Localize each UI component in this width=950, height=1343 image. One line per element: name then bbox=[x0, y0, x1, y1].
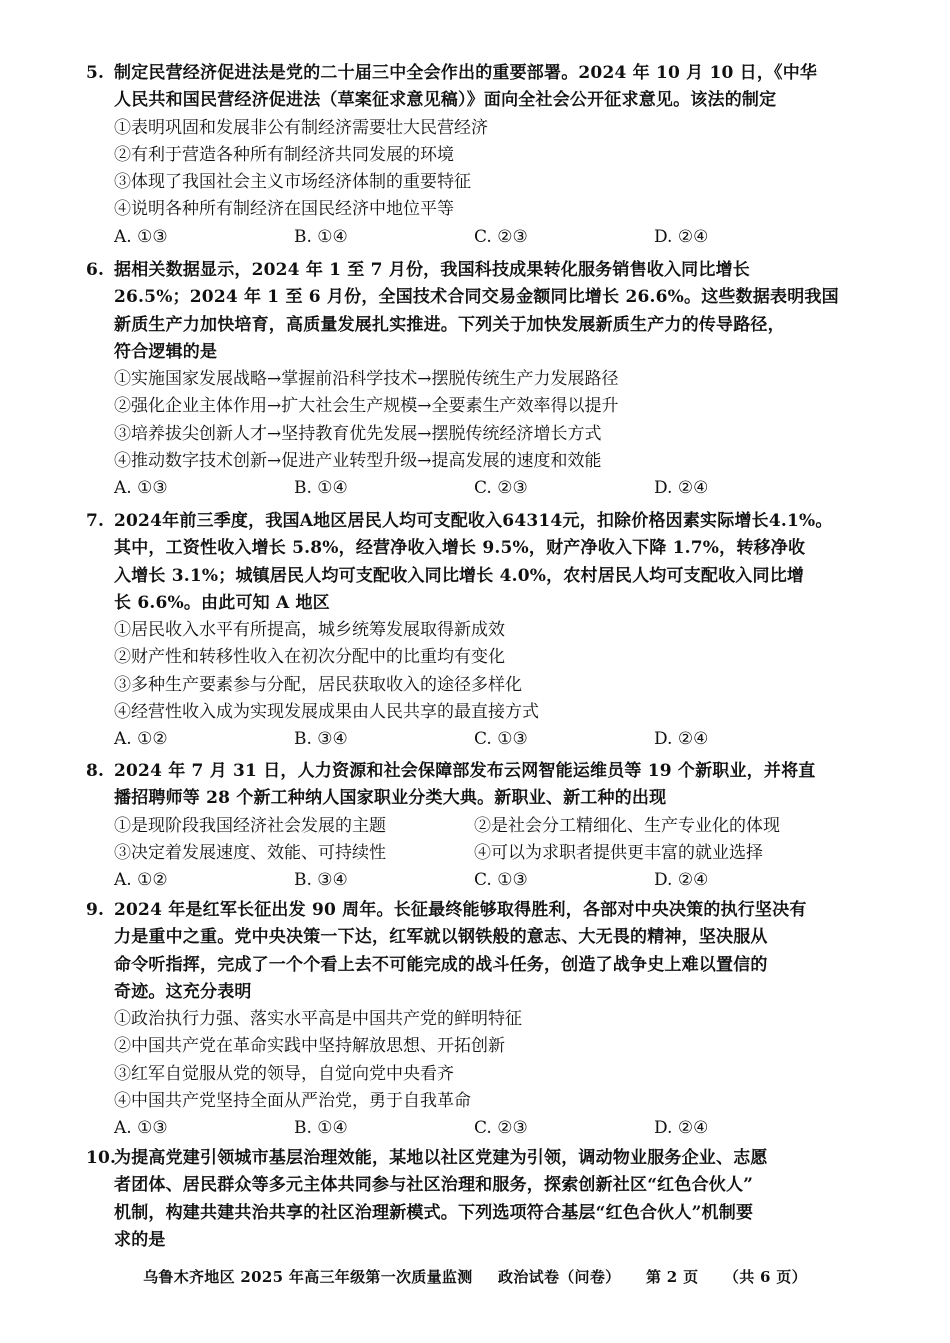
statement-1: ①是现阶段我国经济社会发展的主题 bbox=[114, 815, 386, 836]
statement-4: ④说明各种所有制经济在国民经济中地位平等 bbox=[114, 199, 454, 220]
question-stem-line: 机制，构建共建共治共享的社区治理新模式。下列选项符合基层“红色合伙人”机制要 bbox=[114, 1202, 754, 1223]
question-number: 7. bbox=[86, 511, 105, 531]
question-stem-line: 符合逻辑的是 bbox=[114, 341, 218, 362]
question-stem-line: 8. 2024 年 7 月 31 日，人力资源和社会保障部发布云网智能运维员等 19 个新职业，并将直 bbox=[86, 758, 876, 785]
question-stem-line: 奇迹。这充分表明 bbox=[114, 981, 252, 1002]
answer-options bbox=[86, 475, 876, 502]
answer-options bbox=[86, 1115, 876, 1142]
answer-options bbox=[86, 726, 876, 753]
statement-3: ③决定着发展速度、效能、可持续性 bbox=[114, 842, 386, 863]
question-stem-line: 10. 为提高党建引领城市基层治理效能，某地以社区党建为引领，调动物业服务企业、志愿 bbox=[86, 1145, 876, 1172]
option-c: C. ②③ bbox=[474, 226, 528, 247]
statement-3: ③红军自觉服从党的领导，自觉向党中央看齐 bbox=[114, 1063, 454, 1084]
question-stem-line: 人民共和国民营经济促进法（草案征求意见稿）》面向全社会公开征求意见。该法的制定 bbox=[114, 90, 777, 111]
question-5 bbox=[86, 60, 876, 251]
question-7 bbox=[86, 508, 876, 754]
statement-1: ①实施国家发展战略→掌握前沿科学技术→摆脱传统生产力发展路径 bbox=[114, 369, 619, 390]
statement-2: ②强化企业主体作用→扩大社会生产规模→全要素生产效率得以提升 bbox=[114, 396, 619, 417]
question-stem-line: 新质生产力加快培育，高质量发展扎实推进。下列关于加快发展新质生产力的传导路径， bbox=[114, 314, 785, 335]
statement-4: ④可以为求职者提供更丰富的就业选择 bbox=[474, 842, 763, 863]
question-stem-line: 7. 2024年前三季度，我国A地区居民人均可支配收入64314元，扣除价格因素实际增长4.1%。 bbox=[86, 508, 876, 535]
question-number: 9. bbox=[86, 900, 105, 920]
statement-4: ④推动数字技术创新→促进产业转型升级→提高发展的速度和效能 bbox=[114, 451, 602, 472]
question-stem-line: 入增长 3.1%；城镇居民人均可支配收入同比增长 4.0%，农村居民人均可支配收入同比增 bbox=[114, 565, 805, 586]
statement-4: ④经营性收入成为实现发展成果由人民共享的最直接方式 bbox=[114, 702, 539, 723]
option-b: B. ①④ bbox=[294, 478, 348, 499]
option-d: D. ②④ bbox=[654, 478, 709, 499]
question-stem-line: 力是重中之重。党中央决策一下达，红军就以钢铁般的意志、大无畏的精神，坚决服从 bbox=[114, 927, 768, 948]
option-c: C. ②③ bbox=[474, 478, 528, 499]
option-c: C. ①③ bbox=[474, 729, 528, 750]
question-stem-line: 播招聘师等 28 个新工种纳人国家职业分类大典。新职业、新工种的出现 bbox=[114, 788, 667, 809]
subject-label: 政治试卷（问卷） bbox=[498, 1268, 621, 1286]
statement-2: ②财产性和转移性收入在初次分配中的比重均有变化 bbox=[114, 647, 505, 668]
statement-1: ①表明巩固和发展非公有制经济需要壮大民营经济 bbox=[114, 117, 488, 138]
question-9 bbox=[86, 897, 876, 1143]
question-6 bbox=[86, 257, 876, 503]
option-a: A. ①② bbox=[114, 729, 168, 750]
option-c: C. ②③ bbox=[474, 1118, 528, 1139]
option-a: A. ①② bbox=[114, 870, 168, 891]
option-b: B. ①④ bbox=[294, 1118, 348, 1139]
option-d: D. ②④ bbox=[654, 729, 709, 750]
statement-3: ③多种生产要素参与分配，居民获取收入的途径多样化 bbox=[114, 674, 522, 695]
answer-options bbox=[86, 224, 876, 251]
option-b: B. ①④ bbox=[294, 226, 348, 247]
question-number: 8. bbox=[86, 761, 105, 781]
question-8 bbox=[86, 758, 876, 894]
option-d: D. ②④ bbox=[654, 226, 709, 247]
option-b: B. ③④ bbox=[294, 870, 348, 891]
question-stem-line: 命令听指挥，完成了一个个看上去不可能完成的战斗任务，创造了战争史上难以置信的 bbox=[114, 954, 768, 975]
question-number: 10. bbox=[86, 1148, 117, 1168]
statement-4: ④中国共产党坚持全面从严治党，勇于自我革命 bbox=[114, 1091, 471, 1112]
question-stem-line: 求的是 bbox=[114, 1229, 166, 1250]
option-b: B. ③④ bbox=[294, 729, 348, 750]
statement-3: ③体现了我国社会主义市场经济体制的重要特征 bbox=[114, 172, 471, 193]
question-10 bbox=[86, 1145, 876, 1254]
statement-row bbox=[86, 840, 876, 867]
statement-2: ②是社会分工精细化、生产专业化的体现 bbox=[474, 815, 780, 836]
option-d: D. ②④ bbox=[654, 1118, 709, 1139]
statement-1: ①政治执行力强、落实水平高是中国共产党的鲜明特征 bbox=[114, 1009, 522, 1030]
question-number: 6. bbox=[86, 260, 105, 280]
question-stem-line: 其中，工资性收入增长 5.8%，经营净收入增长 9.5%，财产净收入下降 1.7%，转移净收 bbox=[114, 538, 806, 559]
question-stem-line: 26.5%；2024 年 1 至 6 月份，全国技术合同交易金额同比增长 26.6%。这些数据表明我国 bbox=[114, 287, 839, 308]
option-a: A. ①③ bbox=[114, 226, 168, 247]
statement-2: ②有利于营造各种所有制经济共同发展的环境 bbox=[114, 144, 454, 165]
question-stem-line: 9. 2024 年是红军长征出发 90 周年。长征最终能够取得胜利，各部对中央决策的执行坚决有 bbox=[86, 897, 876, 924]
option-c: C. ①③ bbox=[474, 870, 528, 891]
question-stem-line: 6. 据相关数据显示，2024 年 1 至 7 月份，我国科技成果转化服务销售收入同比增长 bbox=[86, 257, 876, 284]
option-a: A. ①③ bbox=[114, 478, 168, 499]
statement-2: ②中国共产党在革命实践中坚持解放思想、开拓创新 bbox=[114, 1036, 505, 1057]
answer-options bbox=[86, 867, 876, 894]
page-total: （共 6 页） bbox=[723, 1268, 807, 1286]
option-a: A. ①③ bbox=[114, 1118, 168, 1139]
page-number: 第 2 页 bbox=[645, 1268, 699, 1286]
option-d: D. ②④ bbox=[654, 870, 709, 891]
statement-row bbox=[86, 813, 876, 840]
statement-1: ①居民收入水平有所提高，城乡统筹发展取得新成效 bbox=[114, 620, 505, 641]
exam-title: 乌鲁木齐地区 2025 年高三年级第一次质量监测 bbox=[143, 1268, 473, 1286]
question-number: 5. bbox=[86, 63, 105, 83]
page-footer bbox=[0, 1266, 950, 1287]
question-stem-line: 长 6.6%。由此可知 A 地区 bbox=[114, 592, 330, 613]
statement-3: ③培养拔尖创新人才→坚持教育优先发展→摆脱传统经济增长方式 bbox=[114, 423, 602, 444]
question-stem-line: 5. 制定民营经济促进法是党的二十届三中全会作出的重要部署。2024 年 10 月 10 日，《中华 bbox=[86, 60, 876, 87]
question-stem-line: 者团体、居民群众等多元主体共同参与社区治理和服务，探索创新社区“红色合伙人” bbox=[114, 1175, 754, 1196]
